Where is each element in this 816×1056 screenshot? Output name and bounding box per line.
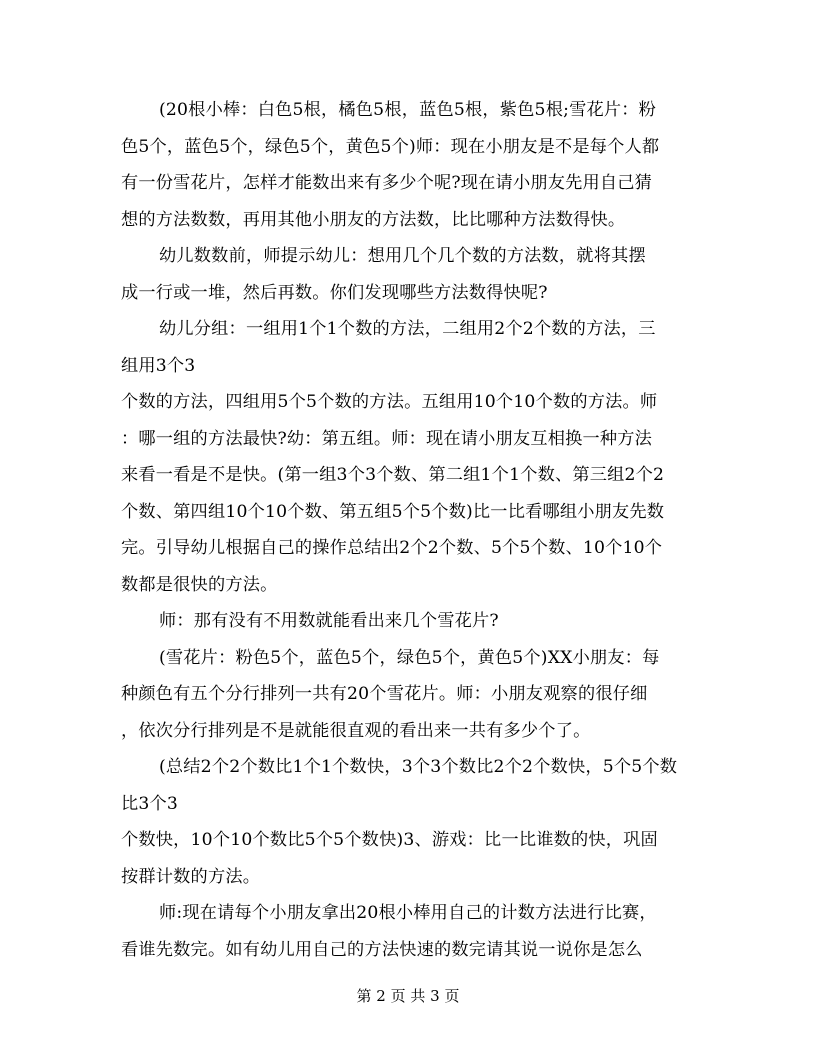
text-line: 有一份雪花片，怎样才能数出来有多少个呢?现在请小朋友先用自己猜: [121, 173, 653, 193]
text-line: 师：那有没有不用数就能看出来几个雪花片?: [159, 611, 499, 631]
text-line: 幼儿数数前，师提示幼儿：想用几个几个数的方法数，就将其摆: [159, 246, 646, 266]
text-line: 组用3个3: [121, 355, 196, 376]
text-line: 个数的方法，四组用5个5个数的方法。五组用10个10个数的方法。师: [121, 392, 658, 412]
text-line: 来看一看是不是快。(第一组3个3个数、第二组1个1个数、第三组2个2: [121, 465, 665, 485]
text-line: 按群计数的方法。: [121, 866, 261, 887]
text-line: (总结2个2个数比1个1个数快，3个3个数比2个2个数快，5个5个数: [159, 757, 678, 777]
text-line: 数都是很快的方法。: [121, 574, 278, 595]
text-line: (20根小棒：白色5根，橘色5根，蓝色5根，紫色5根;雪花片：粉: [159, 100, 657, 120]
text-line: ：哪一组的方法最快?幼：第五组。师：现在请小朋友互相换一种方法: [121, 428, 653, 449]
text-line: 想的方法数数，再用其他小朋友的方法数，比比哪种方法数得快。: [121, 209, 626, 230]
page-footer: 第 2 页 共 3 页: [356, 987, 460, 1005]
document-body: [121, 92, 696, 968]
text-line: 色5个，蓝色5个，绿色5个，黄色5个)师：现在小朋友是不是每个人都: [121, 136, 660, 157]
text-line: 成一行或一堆，然后再数。你们发现哪些方法数得快呢?: [121, 282, 548, 303]
text-line: (雪花片：粉色5个，蓝色5个，绿色5个，黄色5个)XX小朋友：每: [159, 647, 660, 668]
text-line: 完。引导幼儿根据自己的操作总结出2个2个数、5个5个数、10个10个: [121, 538, 663, 558]
text-line: ，依次分行排列是不是就能很直观的看出来一共有多少个了。: [121, 720, 591, 741]
text-line: 师:现在请每个小朋友拿出20根小棒用自己的计数方法进行比赛，: [159, 903, 657, 923]
text-line: 看谁先数完。如有幼儿用自己的方法快速的数完请其说一说你是怎么: [121, 939, 643, 960]
text-line: 个数、第四组10个10个数、第五组5个5个数)比一比看哪组小朋友先数: [121, 501, 665, 522]
text-line: 种颜色有五个分行排列一共有20个雪花片。师：小朋友观察的很仔细: [121, 684, 648, 704]
text-line: 比3个3: [121, 793, 179, 814]
text-line: 个数快，10个10个数比5个5个数快)3、游戏：比一比谁数的快，巩固: [121, 830, 658, 850]
text-line: 幼儿分组：一组用1个1个数的方法，二组用2个2个数的方法，三: [159, 319, 656, 339]
